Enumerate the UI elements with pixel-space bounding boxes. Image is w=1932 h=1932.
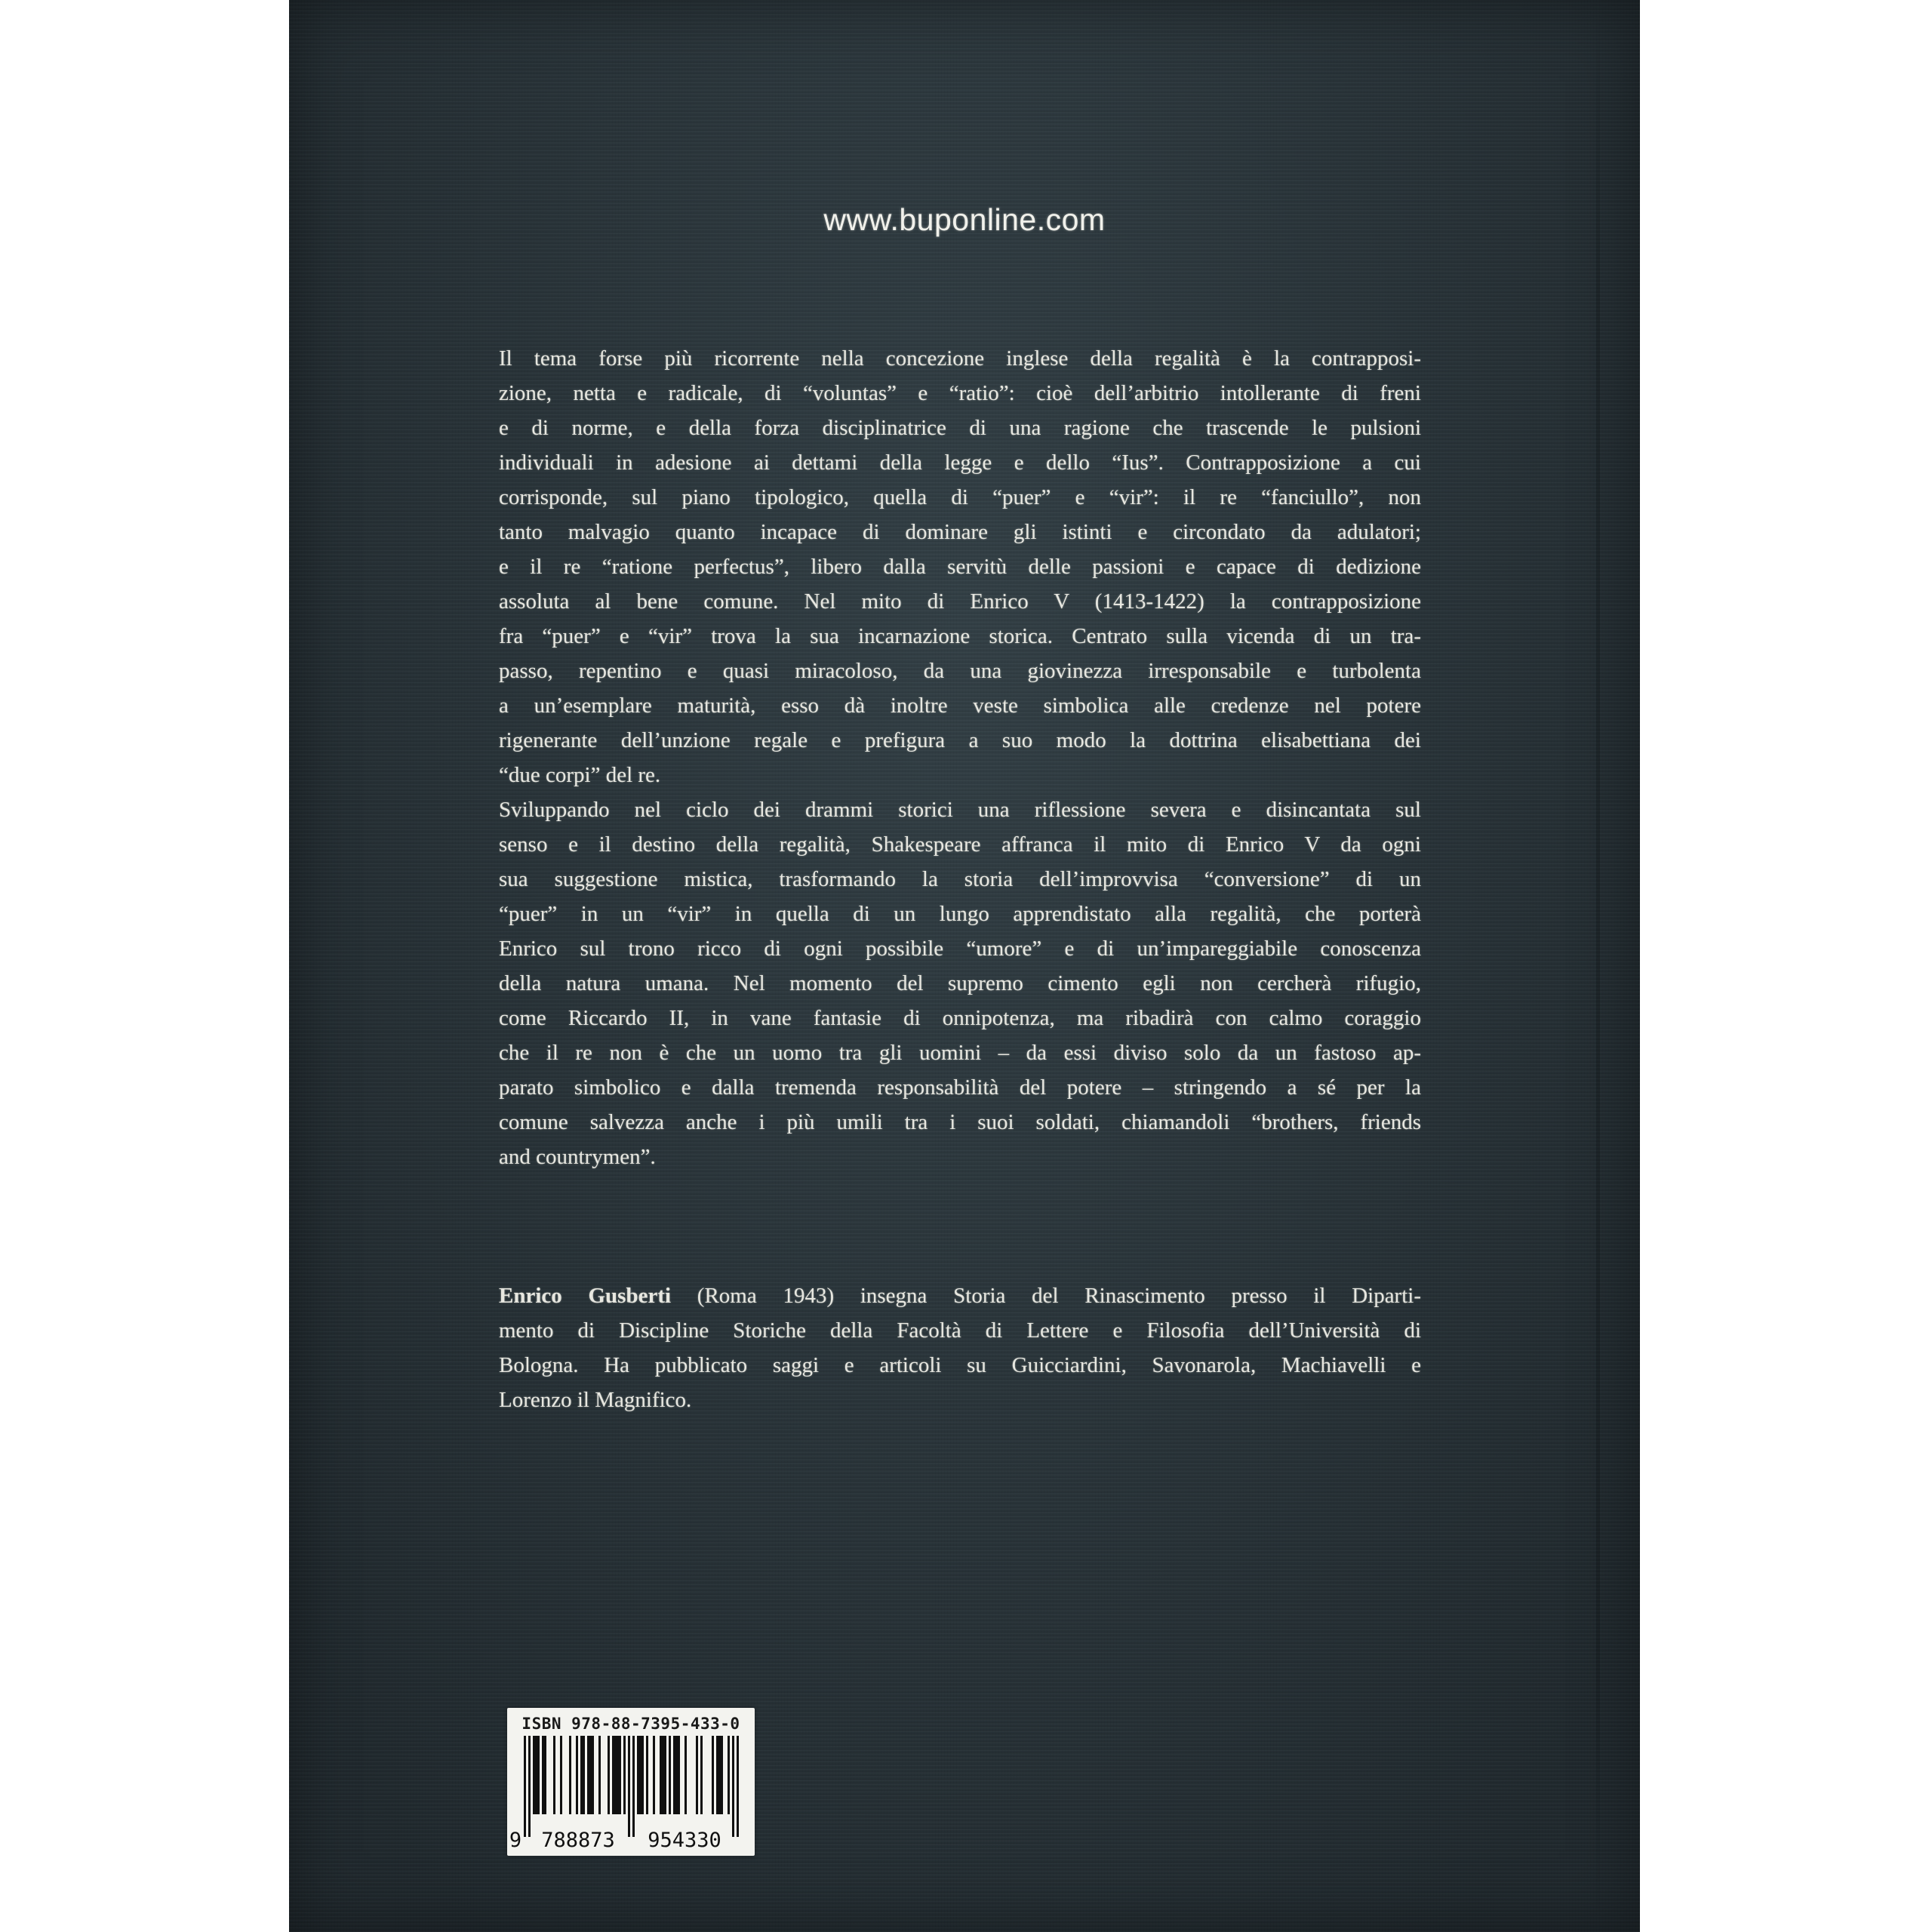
blurb-line: rigenerante dell’unzione regale e prefigura a suo modo la dottrina elisabettiana dei — [499, 728, 1421, 752]
isbn-number-text: ISBN 978-88-7395-433-0 — [521, 1715, 740, 1733]
blurb-line: e di norme, e della forza disciplinatrice di una ragione che trascende le pulsioni — [499, 416, 1421, 440]
barcode-digit-group: 954330 — [648, 1829, 721, 1852]
blurb-line: senso e il destino della regalità, Shakespeare affranca il mito di Enrico V da ogni — [499, 832, 1421, 857]
blurb-line: corrisponde, sul piano tipologico, quella di “puer” e “vir”: il re “fanciullo”, non — [499, 485, 1421, 509]
cover-hinge-line — [1596, 0, 1600, 1932]
blurb-line: tanto malvagio quanto incapace di dominare gli istinti e circondato da adulatori; — [499, 520, 1421, 544]
publisher-website-url: www.buponline.com — [823, 202, 1106, 237]
blurb-paragraph — [499, 792, 1421, 1174]
blurb-line: parato simbolico e dalla tremenda responsabilità del potere – stringendo a sé per la — [499, 1075, 1421, 1100]
blurb-line: della natura umana. Nel momento del supremo cimento egli non cercherà rifugio, — [499, 971, 1421, 995]
bio-line: mento di Discipline Storiche della Facoltà di Lettere e Filosofia dell’Università di — [499, 1318, 1421, 1343]
bio-line — [499, 1278, 1421, 1313]
blurb-line: “due corpi” del re. — [499, 763, 661, 787]
bio-line-text: (Roma 1943) insegna Storia del Rinascimento presso il Diparti- — [671, 1284, 1421, 1308]
blurb-line: individuali in adesione ai dettami della legge e dello “Ius”. Contrapposizione a cui — [499, 451, 1421, 475]
blurb-line: Il tema forse più ricorrente nella concezione inglese della regalità è la contrapposi- — [499, 346, 1421, 371]
barcode-digit-group: 9 — [509, 1829, 522, 1852]
blurb-line: passo, repentino e quasi miracoloso, da una giovinezza irresponsabile e turbolenta — [499, 659, 1421, 683]
blurb-line: comune salvezza anche i più umili tra i suoi soldati, chiamandoli “brothers, friends — [499, 1110, 1421, 1134]
blurb-line: zione, netta e radicale, di “voluntas” e “ratio”: cioè dell’arbitrio intollerante di freni — [499, 381, 1421, 405]
author-name: Enrico Gusberti — [499, 1284, 672, 1308]
blurb-line: Enrico sul trono ricco di ogni possibile “umore” e di un’impareggiabile conoscenza — [499, 937, 1421, 961]
barcode-digit-group: 788873 — [541, 1829, 615, 1852]
author-bio — [499, 1278, 1421, 1417]
blurb-line: a un’esemplare maturità, esso dà inoltre veste simbolica alle credenze nel potere — [499, 694, 1421, 718]
bio-line: Lorenzo il Magnifico. — [499, 1388, 692, 1412]
blurb-line: assoluta al bene comune. Nel mito di Enrico V (1413-1422) la contrapposizione — [499, 589, 1421, 614]
blurb-line: che il re non è che un uomo tra gli uomini – da essi diviso solo da un fastoso ap- — [499, 1041, 1421, 1065]
blurb-line: “puer” in un “vir” in quella di un lungo apprendistato alla regalità, che porterà — [499, 902, 1421, 926]
bio-line: Bologna. Ha pubblicato saggi e articoli su Guicciardini, Savonarola, Machiavelli e — [499, 1353, 1421, 1377]
blurb-line: e il re “ratione perfectus”, libero dalla servitù delle passioni e capace di dedizione — [499, 555, 1421, 579]
blurb-line: come Riccardo II, in vane fantasie di onnipotenza, ma ribadirà con calmo coraggio — [499, 1006, 1421, 1030]
back-cover-blurb — [499, 341, 1421, 1174]
barcode-bars — [524, 1736, 755, 1837]
blurb-line: sua suggestione mistica, trasformando la storia dell’improvvisa “conversione” di un — [499, 867, 1421, 891]
blurb-line: and countrymen”. — [499, 1145, 656, 1169]
blurb-line: Sviluppando nel ciclo dei drammi storici una riflessione severa e disincantata sul — [499, 798, 1421, 822]
book-back-cover — [289, 0, 1640, 1932]
blurb-paragraph — [499, 341, 1421, 792]
isbn-barcode-label — [507, 1708, 755, 1856]
blurb-line: fra “puer” e “vir” trova la sua incarnazione storica. Centrato sulla vicenda di un tra- — [499, 624, 1421, 648]
